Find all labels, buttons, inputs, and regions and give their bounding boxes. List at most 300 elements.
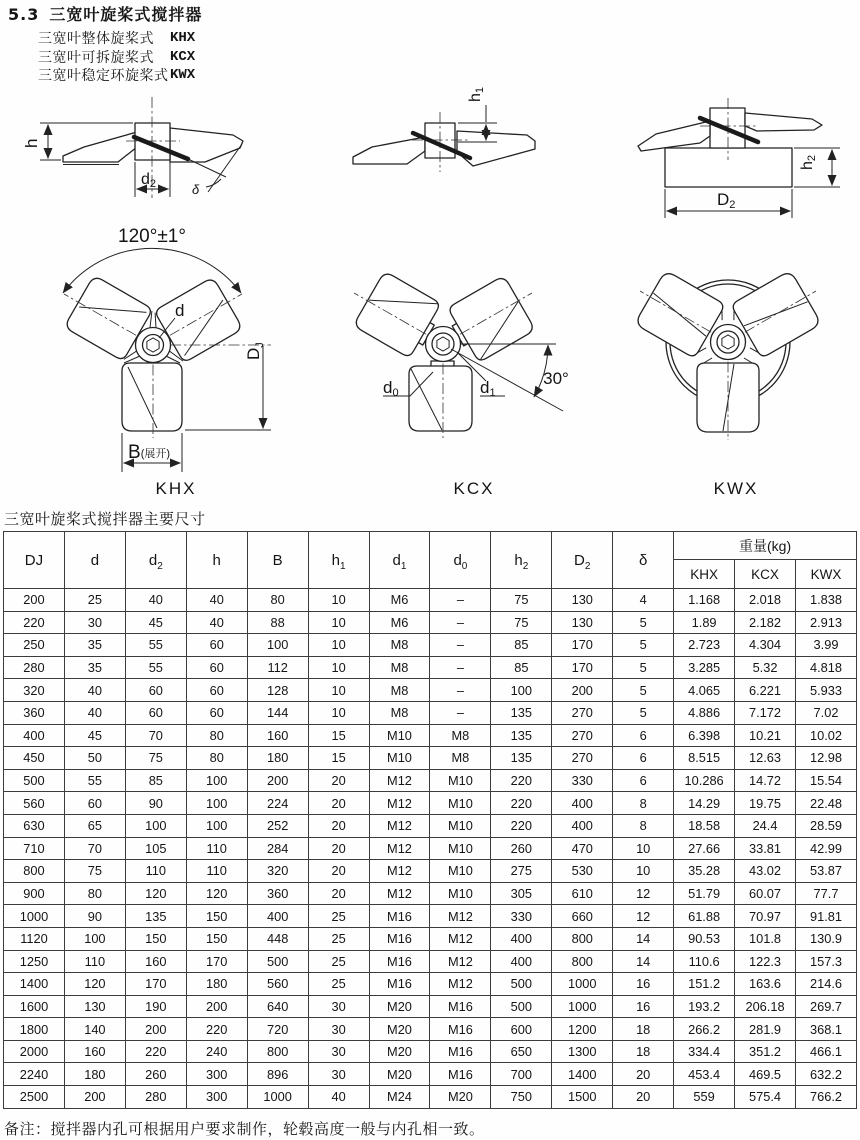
cell: 100 — [64, 927, 125, 950]
col-header-weight: 重量(kg) — [674, 532, 857, 560]
col-header-h2: $h_2$ — [491, 532, 552, 589]
cell: 60 — [64, 792, 125, 815]
table-title: 三宽叶旋桨式搅拌器主要尺寸 — [4, 511, 206, 528]
cell: 10 — [308, 701, 369, 724]
cell: 110 — [186, 860, 247, 883]
cell: 1000 — [247, 1086, 308, 1109]
col-header-delta: δ — [613, 532, 674, 589]
cell: M24 — [369, 1086, 430, 1109]
col-header-D2: $D_2$ — [552, 532, 613, 589]
cell: 130 — [64, 995, 125, 1018]
col-header-weight-kwx: KWX — [795, 560, 856, 589]
cell: M12 — [369, 837, 430, 860]
cell: 60 — [125, 701, 186, 724]
cell: M10 — [369, 747, 430, 770]
table-row — [4, 634, 857, 657]
cell: 10 — [308, 634, 369, 657]
cell: 180 — [247, 747, 308, 770]
cell: 1250 — [4, 950, 65, 973]
cell: 80 — [247, 589, 308, 612]
cell: 766.2 — [795, 1086, 856, 1109]
cell: 6 — [613, 747, 674, 770]
cell: 18 — [613, 1040, 674, 1063]
col-header-h: h — [186, 532, 247, 589]
cell: 559 — [674, 1086, 735, 1109]
cell: M16 — [369, 927, 430, 950]
cell: 252 — [247, 814, 308, 837]
cell: 560 — [247, 973, 308, 996]
cell: 91.81 — [795, 905, 856, 928]
table-row — [4, 814, 857, 837]
cell: 130 — [552, 589, 613, 612]
cell: 800 — [552, 950, 613, 973]
cell: 1120 — [4, 927, 65, 950]
cell: 650 — [491, 1040, 552, 1063]
cell: 20 — [308, 860, 369, 883]
dim-label-d2: d2 — [141, 171, 157, 190]
cell: 35 — [64, 656, 125, 679]
cell: 60 — [125, 679, 186, 702]
caption-khx: KHX — [155, 479, 197, 498]
cell: 15 — [308, 724, 369, 747]
cell: 45 — [125, 611, 186, 634]
cell: 30 — [308, 995, 369, 1018]
cell: M12 — [369, 860, 430, 883]
cell: 105 — [125, 837, 186, 860]
cell: 280 — [4, 656, 65, 679]
kcx-side-view-diagram — [353, 87, 535, 172]
cell: 40 — [186, 611, 247, 634]
cell: 150 — [125, 927, 186, 950]
cell: 16 — [613, 973, 674, 996]
cell: 100 — [186, 769, 247, 792]
cell: 4.886 — [674, 701, 735, 724]
section-number: 5.3 — [8, 5, 40, 24]
cell: 10 — [308, 611, 369, 634]
table-row — [4, 656, 857, 679]
cell: 28.59 — [795, 814, 856, 837]
cell: 33.81 — [735, 837, 796, 860]
cell: 220 — [186, 1018, 247, 1041]
cell: 466.1 — [795, 1040, 856, 1063]
table-row — [4, 792, 857, 815]
cell: 170 — [552, 656, 613, 679]
cell: 470 — [552, 837, 613, 860]
table-row — [4, 589, 857, 612]
cell: 50 — [64, 747, 125, 770]
cell: M8 — [369, 701, 430, 724]
col-header-b: B — [247, 532, 308, 589]
cell: 25 — [64, 589, 125, 612]
cell: 190 — [125, 995, 186, 1018]
table-row — [4, 1063, 857, 1086]
angle-label-120: 120°±1° — [118, 226, 186, 247]
cell: 101.8 — [735, 927, 796, 950]
cell: 400 — [4, 724, 65, 747]
cell: 4 — [613, 589, 674, 612]
cell: 60 — [186, 656, 247, 679]
cell: 630 — [4, 814, 65, 837]
cell: 200 — [186, 995, 247, 1018]
table-row — [4, 860, 857, 883]
cell: 270 — [552, 724, 613, 747]
cell: 400 — [552, 792, 613, 815]
cell: 720 — [247, 1018, 308, 1041]
cell: 135 — [125, 905, 186, 928]
header-section — [8, 2, 202, 85]
cell: 2500 — [4, 1086, 65, 1109]
cell: 220 — [4, 611, 65, 634]
cell: M16 — [430, 1063, 491, 1086]
cell: 30 — [308, 1040, 369, 1063]
cell: 65 — [64, 814, 125, 837]
table-row — [4, 837, 857, 860]
cell: 5 — [613, 656, 674, 679]
cell: M10 — [430, 769, 491, 792]
cell: 20 — [308, 769, 369, 792]
cell: M12 — [369, 769, 430, 792]
cell: 334.4 — [674, 1040, 735, 1063]
cell: 200 — [247, 769, 308, 792]
cell: 281.9 — [735, 1018, 796, 1041]
cell: 12.98 — [795, 747, 856, 770]
col-header-d0: $d_0$ — [430, 532, 491, 589]
cell: 220 — [491, 814, 552, 837]
cell: 5.933 — [795, 679, 856, 702]
col-header-d1: $d_1$ — [369, 532, 430, 589]
cell: 130.9 — [795, 927, 856, 950]
type-row-khx — [38, 29, 202, 48]
cell: M16 — [430, 995, 491, 1018]
table-row — [4, 1040, 857, 1063]
cell: 360 — [247, 882, 308, 905]
cell: 60 — [186, 701, 247, 724]
cell: 100 — [247, 634, 308, 657]
cell: 10 — [308, 679, 369, 702]
type-code: KCX — [170, 48, 196, 65]
cell: 42.99 — [795, 837, 856, 860]
cell: M20 — [430, 1086, 491, 1109]
cell: M16 — [430, 1040, 491, 1063]
cell: 1000 — [552, 995, 613, 1018]
cell: 6 — [613, 724, 674, 747]
cell: 280 — [125, 1086, 186, 1109]
cell: 16 — [613, 995, 674, 1018]
cell: 193.2 — [674, 995, 735, 1018]
cell: 400 — [247, 905, 308, 928]
cell: 450 — [4, 747, 65, 770]
cell: 61.88 — [674, 905, 735, 928]
cell: 112 — [247, 656, 308, 679]
cell: 150 — [186, 905, 247, 928]
cell: 51.79 — [674, 882, 735, 905]
cell: 469.5 — [735, 1063, 796, 1086]
dim-label-d: d — [175, 301, 185, 320]
type-row-kcx — [38, 48, 202, 67]
cell: 40 — [64, 679, 125, 702]
cell: 80 — [64, 882, 125, 905]
cell: M10 — [430, 837, 491, 860]
cell: 269.7 — [795, 995, 856, 1018]
table-row — [4, 1018, 857, 1041]
cell: 160 — [64, 1040, 125, 1063]
cell: 305 — [491, 882, 552, 905]
cell: 120 — [125, 882, 186, 905]
cell: 180 — [64, 1063, 125, 1086]
cell: M6 — [369, 589, 430, 612]
cell: 240 — [186, 1040, 247, 1063]
col-header-weight-khx: KHX — [674, 560, 735, 589]
dim-label-d0: d0 — [383, 378, 399, 399]
cell: 200 — [4, 589, 65, 612]
cell: 5.32 — [735, 656, 796, 679]
cell: 8 — [613, 792, 674, 815]
cell: 157.3 — [795, 950, 856, 973]
cell: M12 — [430, 973, 491, 996]
cell: 5 — [613, 679, 674, 702]
cell: 35.28 — [674, 860, 735, 883]
cell: 560 — [4, 792, 65, 815]
cell: 10.21 — [735, 724, 796, 747]
cell: 400 — [552, 814, 613, 837]
cell: – — [430, 679, 491, 702]
table-row — [4, 927, 857, 950]
cell: M16 — [369, 973, 430, 996]
cell: 15.54 — [795, 769, 856, 792]
cell: 90 — [125, 792, 186, 815]
cell: 85 — [491, 656, 552, 679]
cell: – — [430, 589, 491, 612]
cell: 20 — [613, 1063, 674, 1086]
cell: 170 — [186, 950, 247, 973]
cell: 600 — [491, 1018, 552, 1041]
cell: 77.7 — [795, 882, 856, 905]
cell: M10 — [430, 860, 491, 883]
cell: 330 — [552, 769, 613, 792]
cell: 100 — [125, 814, 186, 837]
cell: – — [430, 634, 491, 657]
cell: 40 — [125, 589, 186, 612]
col-header-dj: DJ — [4, 532, 65, 589]
table-row — [4, 769, 857, 792]
cell: 320 — [4, 679, 65, 702]
cell: M8 — [430, 747, 491, 770]
kcx-top-view-diagram — [353, 271, 569, 498]
table-row — [4, 724, 857, 747]
cell: 2.018 — [735, 589, 796, 612]
cell: 800 — [552, 927, 613, 950]
cell: 110 — [186, 837, 247, 860]
cell: 300 — [186, 1063, 247, 1086]
cell: 20 — [308, 792, 369, 815]
cell: – — [430, 701, 491, 724]
cell: 24.4 — [735, 814, 796, 837]
cell: 12.63 — [735, 747, 796, 770]
dim-label-DJ: $D_J$ — [244, 342, 266, 360]
cell: 135 — [491, 701, 552, 724]
cell: 75 — [125, 747, 186, 770]
cell: 1800 — [4, 1018, 65, 1041]
kwx-side-view-diagram — [638, 98, 840, 218]
cell: 110 — [64, 950, 125, 973]
cell: 55 — [64, 769, 125, 792]
cell: 163.6 — [735, 973, 796, 996]
dimensions-table — [3, 531, 857, 1109]
table-row — [4, 679, 857, 702]
dim-label-d1: d1 — [480, 378, 496, 399]
cell: 7.02 — [795, 701, 856, 724]
dim-label-h: h — [22, 138, 41, 148]
cell: 122.3 — [735, 950, 796, 973]
cell: – — [430, 611, 491, 634]
table-row — [4, 950, 857, 973]
cell: 130 — [552, 611, 613, 634]
cell: 2240 — [4, 1063, 65, 1086]
cell: 660 — [552, 905, 613, 928]
cell: 135 — [491, 724, 552, 747]
cell: 170 — [125, 973, 186, 996]
cell: 3.99 — [795, 634, 856, 657]
table-row — [4, 611, 857, 634]
cell: 85 — [125, 769, 186, 792]
cell: 220 — [491, 792, 552, 815]
cell: 7.172 — [735, 701, 796, 724]
table-row — [4, 995, 857, 1018]
cell: 25 — [308, 905, 369, 928]
cell: M12 — [430, 905, 491, 928]
cell: 500 — [247, 950, 308, 973]
cell: 100 — [186, 814, 247, 837]
cell: 45 — [64, 724, 125, 747]
cell: 128 — [247, 679, 308, 702]
cell: 2.182 — [735, 611, 796, 634]
cell: 75 — [491, 589, 552, 612]
cell: 1600 — [4, 995, 65, 1018]
cell: 500 — [4, 769, 65, 792]
cell: 4.304 — [735, 634, 796, 657]
table-row — [4, 905, 857, 928]
cell: 320 — [247, 860, 308, 883]
cell: 400 — [491, 950, 552, 973]
cell: 351.2 — [735, 1040, 796, 1063]
cell: 85 — [491, 634, 552, 657]
cell: 14 — [613, 950, 674, 973]
cell: 200 — [125, 1018, 186, 1041]
cell: 160 — [125, 950, 186, 973]
col-header-d2: $d_2$ — [125, 532, 186, 589]
cell: 120 — [186, 882, 247, 905]
khx-side-view-diagram — [22, 97, 243, 198]
cell: 18.58 — [674, 814, 735, 837]
cell: 19.75 — [735, 792, 796, 815]
cell: 25 — [308, 927, 369, 950]
cell: 10 — [308, 656, 369, 679]
cell: 1000 — [552, 973, 613, 996]
cell: 55 — [125, 656, 186, 679]
cell: 100 — [186, 792, 247, 815]
cell: 14.29 — [674, 792, 735, 815]
cell: 27.66 — [674, 837, 735, 860]
type-list — [38, 29, 202, 85]
cell: 60 — [186, 679, 247, 702]
cell: 4.818 — [795, 656, 856, 679]
caption-kcx: KCX — [453, 479, 495, 498]
cell: 1300 — [552, 1040, 613, 1063]
cell: 330 — [491, 905, 552, 928]
type-name: 三宽叶可拆旋桨式 — [38, 48, 154, 65]
cell: 3.285 — [674, 656, 735, 679]
col-header-weight-kcx: KCX — [735, 560, 796, 589]
cell: 640 — [247, 995, 308, 1018]
cell: 700 — [491, 1063, 552, 1086]
cell: 270 — [552, 701, 613, 724]
cell: 40 — [64, 701, 125, 724]
cell: 12 — [613, 905, 674, 928]
cell: 2.723 — [674, 634, 735, 657]
table-row — [4, 747, 857, 770]
cell: – — [430, 656, 491, 679]
cell: 170 — [552, 634, 613, 657]
cell: 1200 — [552, 1018, 613, 1041]
type-row-kwx — [38, 66, 202, 85]
cell: M6 — [369, 611, 430, 634]
cell: 6 — [613, 769, 674, 792]
kwx-top-view-diagram — [635, 270, 822, 498]
cell: 270 — [552, 747, 613, 770]
cell: 500 — [491, 973, 552, 996]
cell: M16 — [369, 905, 430, 928]
cell: 214.6 — [795, 973, 856, 996]
dim-label-h2: h2 — [799, 154, 818, 170]
cell: 20 — [308, 837, 369, 860]
cell: M8 — [369, 656, 430, 679]
cell: 90 — [64, 905, 125, 928]
cell: M8 — [430, 724, 491, 747]
cell: 610 — [552, 882, 613, 905]
cell: 530 — [552, 860, 613, 883]
cell: 206.18 — [735, 995, 796, 1018]
cell: 750 — [491, 1086, 552, 1109]
cell: 30 — [64, 611, 125, 634]
cell: 100 — [491, 679, 552, 702]
cell: 151.2 — [674, 973, 735, 996]
cell: 4.065 — [674, 679, 735, 702]
cell: 266.2 — [674, 1018, 735, 1041]
cell: M16 — [430, 1018, 491, 1041]
cell: 200 — [552, 679, 613, 702]
cell: 6.398 — [674, 724, 735, 747]
cell: 10.02 — [795, 724, 856, 747]
cell: 110.6 — [674, 950, 735, 973]
table-row — [4, 1086, 857, 1109]
angle-label-30: 30° — [543, 369, 569, 388]
cell: M20 — [369, 1063, 430, 1086]
cell: 275 — [491, 860, 552, 883]
cell: 1000 — [4, 905, 65, 928]
cell: 18 — [613, 1018, 674, 1041]
cell: 43.02 — [735, 860, 796, 883]
cell: 14.72 — [735, 769, 796, 792]
section-heading — [8, 2, 202, 25]
cell: 284 — [247, 837, 308, 860]
dim-label-h1: h1 — [467, 86, 486, 102]
cell: 448 — [247, 927, 308, 950]
cell: M12 — [369, 882, 430, 905]
cell: 8 — [613, 814, 674, 837]
cell: 300 — [186, 1086, 247, 1109]
cell: 140 — [64, 1018, 125, 1041]
cell: 360 — [4, 701, 65, 724]
